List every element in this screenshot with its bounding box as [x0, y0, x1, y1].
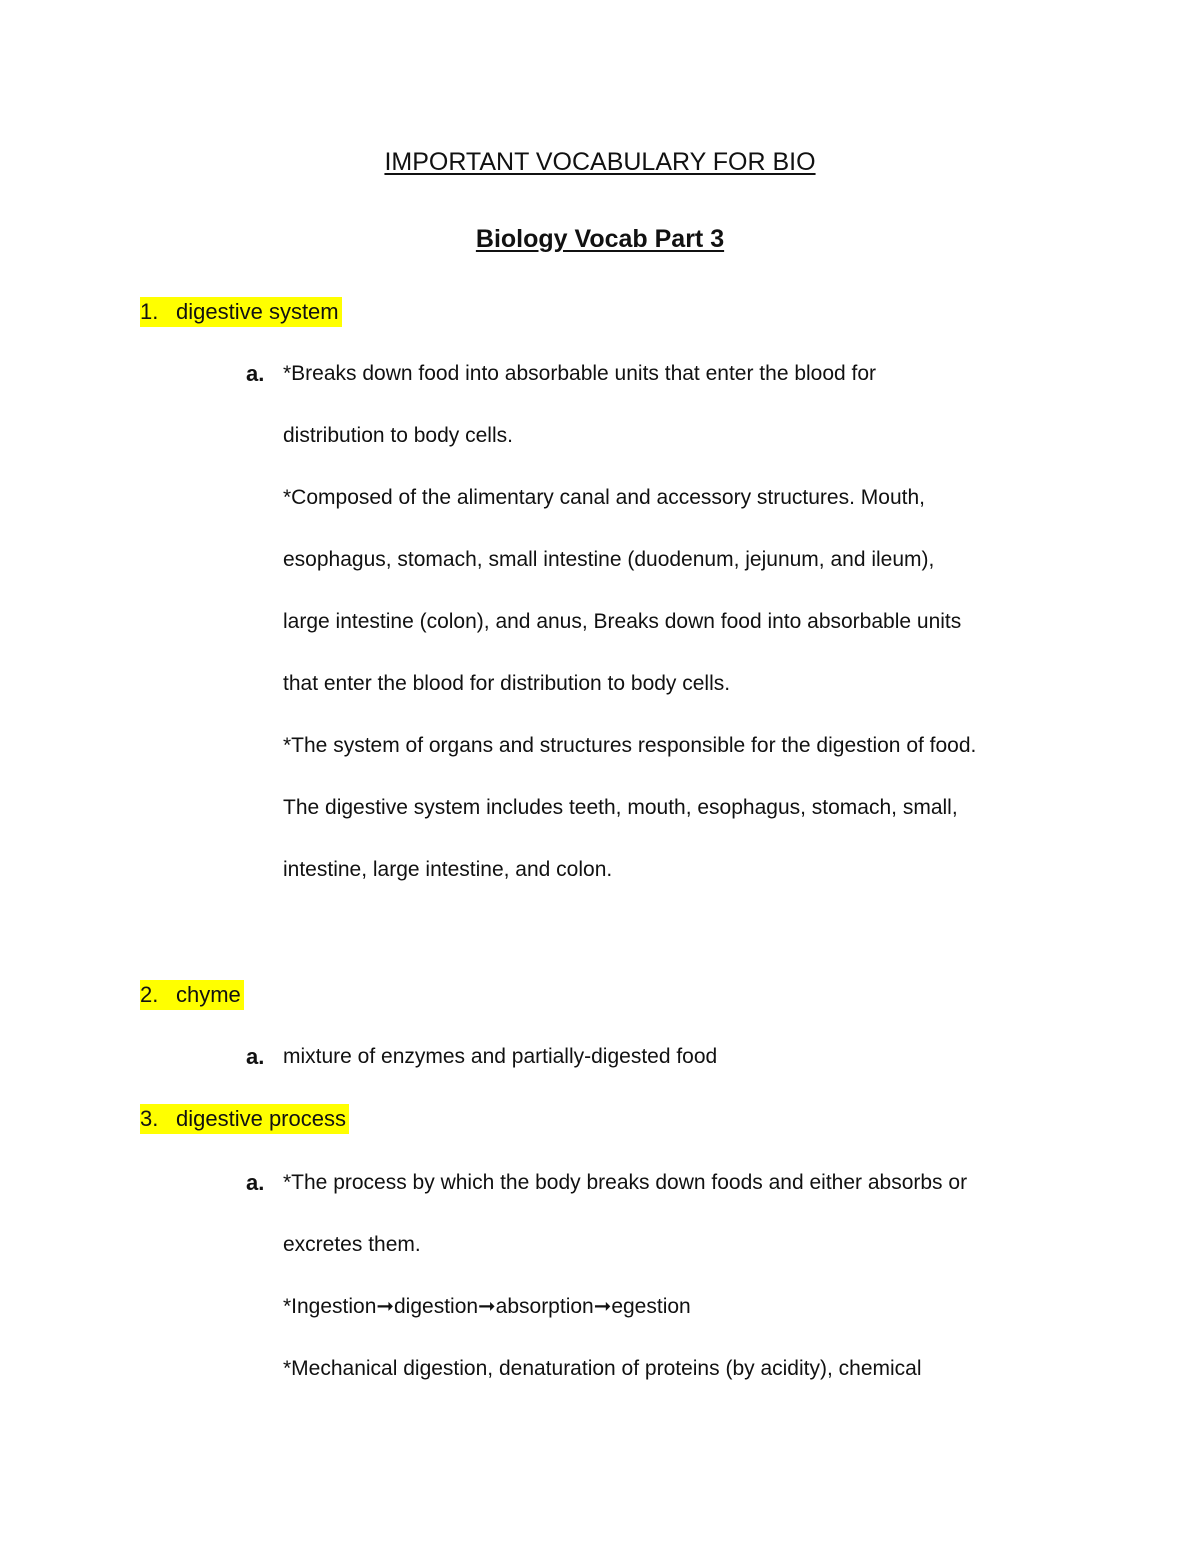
definition-line: mixture of enzymes and partially-digested food [283, 1045, 718, 1068]
definition-line: The digestive system includes teeth, mouth, esophagus, stomach, small, [283, 796, 958, 819]
term-number: 3. [140, 1106, 159, 1131]
definition-line: *Composed of the alimentary canal and accessory structures. Mouth, [283, 486, 925, 509]
definition-line: esophagus, stomach, small intestine (duodenum, jejunum, and ileum), [283, 548, 935, 571]
document-title: IMPORTANT VOCABULARY FOR BIO [384, 148, 816, 176]
definition-marker: a. [246, 361, 265, 386]
definition-marker: a. [246, 1170, 265, 1195]
term-word: digestive system [176, 299, 339, 324]
definition-line: *The process by which the body breaks down foods and either absorbs or [283, 1171, 968, 1194]
definition-line: *Mechanical digestion, denaturation of proteins (by acidity), chemical [283, 1357, 922, 1380]
definition-line: excretes them. [283, 1233, 421, 1256]
term-heading-digestive-process [140, 1104, 349, 1134]
term-number: 1. [140, 299, 159, 324]
definition-line: distribution to body cells. [283, 424, 513, 447]
definition-line: large intestine (colon), and anus, Breaks down food into absorbable units [283, 610, 962, 633]
term-number: 2. [140, 982, 159, 1007]
term-word: digestive process [176, 1106, 346, 1131]
document-subtitle: Biology Vocab Part 3 [475, 225, 725, 253]
definition-line: *Ingestion➞digestion➞absorption➞egestion [283, 1295, 691, 1318]
definition-line: *Breaks down food into absorbable units that enter the blood for [283, 362, 877, 385]
term-heading-digestive-system [140, 297, 342, 327]
definition-line: that enter the blood for distribution to body cells. [283, 672, 731, 695]
definition-line: intestine, large intestine, and colon. [283, 858, 613, 881]
term-heading-chyme [140, 980, 244, 1010]
definition-marker: a. [246, 1044, 265, 1069]
term-word: chyme [176, 982, 241, 1007]
definition-line: *The system of organs and structures responsible for the digestion of food. [283, 734, 977, 757]
